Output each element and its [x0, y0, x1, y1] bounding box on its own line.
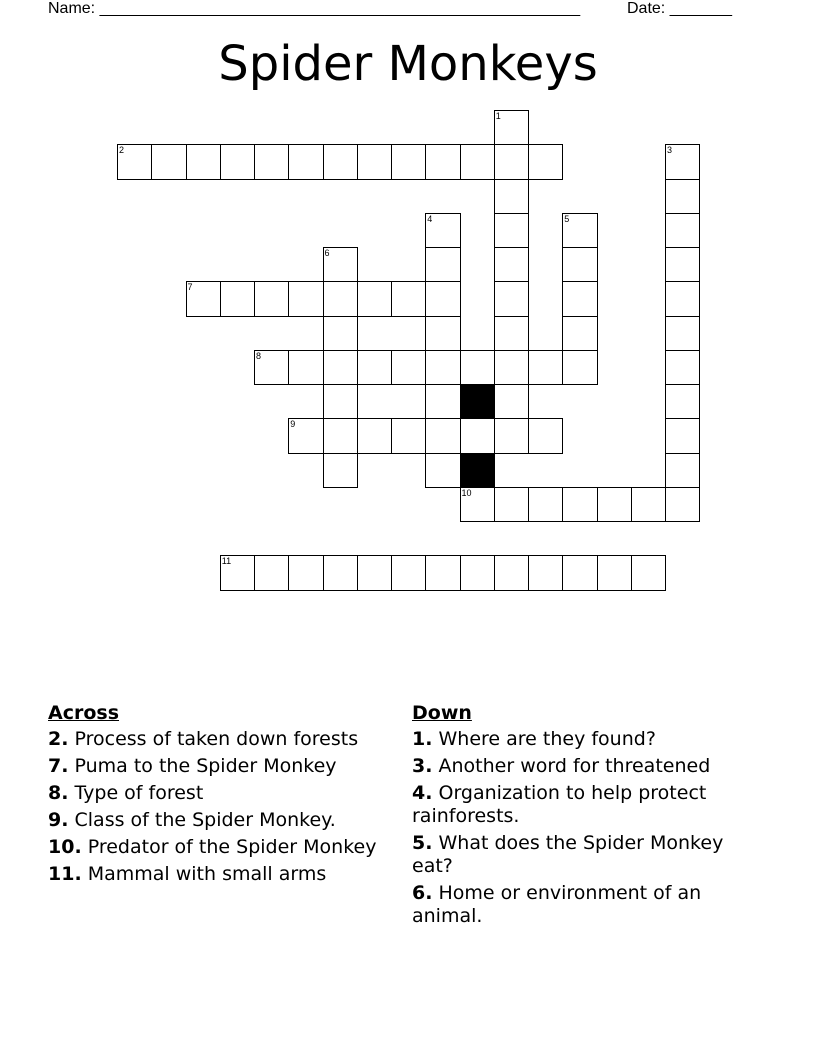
grid-cell[interactable]: [323, 555, 358, 590]
grid-cell[interactable]: [425, 453, 460, 488]
clue-text: Another word for threatened: [438, 755, 711, 777]
grid-cell[interactable]: [220, 555, 255, 590]
grid-cell[interactable]: [665, 384, 700, 419]
grid-cell[interactable]: [323, 281, 358, 316]
down-clue: [412, 755, 757, 778]
clue-number-label: 10: [461, 487, 472, 498]
grid-cell[interactable]: [494, 555, 529, 590]
grid-cell[interactable]: [665, 350, 700, 385]
clue-text: Where are they found?: [438, 728, 656, 750]
clue-number-label: 4: [427, 213, 433, 224]
down-clue: [412, 782, 757, 828]
clue-number: 9.: [48, 809, 69, 831]
down-clue: [412, 882, 757, 928]
grid-cell[interactable]: [425, 316, 460, 351]
grid-cell[interactable]: [357, 281, 392, 316]
across-clue: [48, 782, 378, 805]
grid-cell[interactable]: [528, 144, 563, 179]
grid-cell[interactable]: [323, 316, 358, 351]
grid-cell[interactable]: [562, 487, 597, 522]
grid-cell[interactable]: [425, 247, 460, 282]
black-cell: [460, 384, 495, 419]
grid-cell[interactable]: [186, 281, 221, 316]
clue-number-label: 3: [667, 145, 673, 156]
grid-cell[interactable]: [151, 144, 186, 179]
grid-cell[interactable]: [562, 281, 597, 316]
clue-number-label: 9: [290, 419, 296, 430]
grid-cell[interactable]: [254, 281, 289, 316]
grid-cell[interactable]: [117, 144, 152, 179]
grid-cell[interactable]: [425, 350, 460, 385]
down-heading: Down: [412, 702, 472, 724]
clue-number-label: 11: [221, 556, 232, 567]
grid-cell[interactable]: [665, 453, 700, 488]
grid-cell[interactable]: [425, 144, 460, 179]
grid-cell[interactable]: [494, 144, 529, 179]
grid-cell[interactable]: [288, 144, 323, 179]
grid-cell[interactable]: [391, 418, 426, 453]
grid-cell[interactable]: [357, 144, 392, 179]
across-clue: [48, 755, 378, 778]
grid-cell[interactable]: [220, 144, 255, 179]
across-clue: [48, 728, 378, 751]
clue-number-label: 6: [324, 248, 330, 258]
grid-cell[interactable]: [562, 350, 597, 385]
grid-cell[interactable]: [494, 316, 529, 351]
grid-cell[interactable]: [528, 487, 563, 522]
grid-cell[interactable]: [254, 350, 289, 385]
grid-cell[interactable]: [425, 281, 460, 316]
grid-cell[interactable]: [186, 144, 221, 179]
grid-cell[interactable]: [323, 247, 358, 282]
grid-cell[interactable]: [631, 487, 666, 522]
grid-cell[interactable]: [665, 316, 700, 351]
grid-cell[interactable]: [665, 179, 700, 214]
grid-cell[interactable]: [665, 487, 700, 522]
grid-cell[interactable]: [494, 384, 529, 419]
grid-cell[interactable]: [528, 418, 563, 453]
clue-text: Mammal with small arms: [87, 863, 327, 885]
across-heading: Across: [48, 702, 120, 724]
grid-cell[interactable]: [494, 179, 529, 214]
clue-number: 3.: [412, 755, 433, 777]
grid-cell[interactable]: [460, 555, 495, 590]
clue-number-label: 2: [119, 145, 125, 156]
grid-cell[interactable]: [254, 555, 289, 590]
across-clue: [48, 863, 378, 886]
grid-cell[interactable]: [665, 281, 700, 316]
grid-cell[interactable]: [425, 213, 460, 248]
grid-cell[interactable]: [494, 487, 529, 522]
grid-cell[interactable]: [323, 350, 358, 385]
clue-number: 1.: [412, 728, 433, 750]
grid-cell[interactable]: [288, 281, 323, 316]
black-cell: [460, 453, 495, 488]
grid-cell[interactable]: [494, 350, 529, 385]
grid-cell[interactable]: [460, 418, 495, 453]
clue-number-label: 8: [256, 350, 262, 361]
clue-number-label: 7: [187, 282, 193, 293]
name-field[interactable]: Name: ______________________________________________________: [48, 0, 581, 17]
clue-text: Home or environment of an animal.: [412, 882, 702, 927]
grid-cell[interactable]: [254, 144, 289, 179]
clue-number: 5.: [412, 832, 433, 854]
grid-cell[interactable]: [357, 555, 392, 590]
grid-cell[interactable]: [460, 487, 495, 522]
clue-text: Organization to help protect rainforests.: [412, 782, 707, 827]
grid-cell[interactable]: [391, 350, 426, 385]
grid-cell[interactable]: [357, 350, 392, 385]
grid-cell[interactable]: [562, 555, 597, 590]
grid-cell[interactable]: [665, 247, 700, 282]
grid-cell[interactable]: [391, 555, 426, 590]
grid-cell[interactable]: [425, 418, 460, 453]
grid-cell[interactable]: [494, 213, 529, 248]
grid-cell[interactable]: [391, 144, 426, 179]
grid-cell[interactable]: [323, 418, 358, 453]
grid-cell[interactable]: [494, 247, 529, 282]
clue-text: Predator of the Spider Monkey: [87, 836, 377, 858]
grid-cell[interactable]: [562, 247, 597, 282]
grid-cell[interactable]: [288, 418, 323, 453]
page-title: Spider Monkeys: [218, 36, 598, 92]
grid-cell[interactable]: [528, 555, 563, 590]
across-clues: [48, 702, 378, 890]
across-clue: [48, 836, 378, 859]
clue-text: Type of forest: [74, 782, 204, 804]
clue-number: 10.: [48, 836, 82, 858]
grid-cell[interactable]: [494, 418, 529, 453]
grid-cell[interactable]: [323, 144, 358, 179]
grid-cell[interactable]: [425, 555, 460, 590]
grid-cell[interactable]: [288, 350, 323, 385]
grid-cell[interactable]: [562, 316, 597, 351]
clue-text: Puma to the Spider Monkey: [74, 755, 337, 777]
date-field[interactable]: Date: _______: [627, 0, 732, 17]
grid-cell[interactable]: [220, 281, 255, 316]
clue-number: 11.: [48, 863, 82, 885]
down-clues: [412, 702, 757, 932]
clue-text: What does the Spider Monkey eat?: [412, 832, 724, 877]
grid-cell[interactable]: [425, 384, 460, 419]
grid-cell[interactable]: [391, 281, 426, 316]
grid-cell[interactable]: [494, 110, 529, 145]
grid-cell[interactable]: [288, 555, 323, 590]
grid-cell[interactable]: [323, 453, 358, 488]
clue-number-label: 5: [564, 213, 570, 224]
grid-cell[interactable]: [665, 418, 700, 453]
grid-cell[interactable]: [597, 555, 632, 590]
grid-cell[interactable]: [597, 487, 632, 522]
grid-cell[interactable]: [323, 384, 358, 419]
grid-cell[interactable]: [357, 418, 392, 453]
across-clue: [48, 809, 378, 832]
clue-number: 6.: [412, 882, 433, 904]
down-clue: [412, 728, 757, 751]
clue-number: 2.: [48, 728, 69, 750]
grid-cell[interactable]: [665, 144, 700, 179]
grid-cell[interactable]: [460, 144, 495, 179]
grid-cell[interactable]: [665, 213, 700, 248]
clue-text: Process of taken down forests: [74, 728, 359, 750]
grid-cell[interactable]: [528, 350, 563, 385]
clue-number: 4.: [412, 782, 433, 804]
grid-cell[interactable]: [460, 350, 495, 385]
down-clue: [412, 832, 757, 878]
clue-number-label: 1: [495, 111, 501, 121]
clue-number: 8.: [48, 782, 69, 804]
clue-number: 7.: [48, 755, 69, 777]
grid-cell[interactable]: [494, 281, 529, 316]
clue-text: Class of the Spider Monkey.: [74, 809, 336, 831]
grid-cell[interactable]: [562, 213, 597, 248]
grid-cell[interactable]: [631, 555, 666, 590]
